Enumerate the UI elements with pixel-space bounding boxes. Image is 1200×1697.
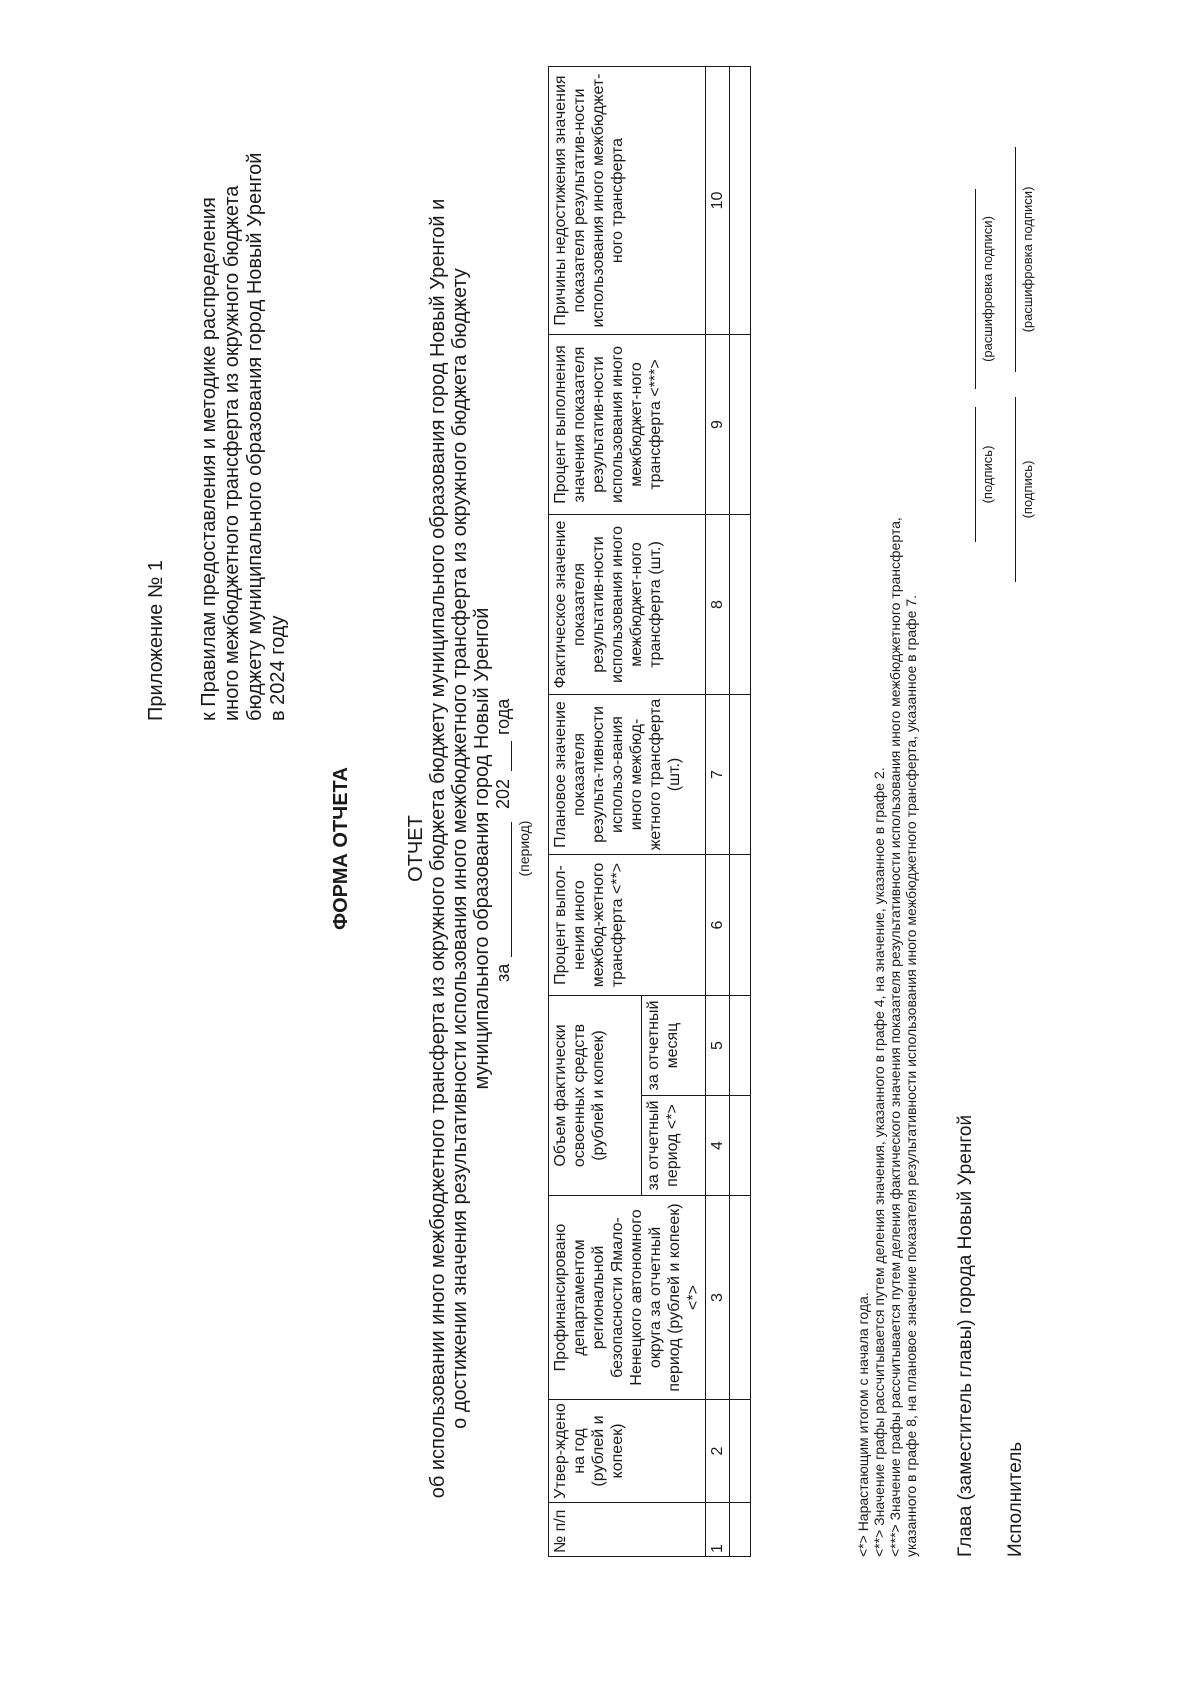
footnote: <**> Значение графы рассчитывается путем деления значения, указанного в графе 4, на значение, указанное в графе 2. [871, 767, 887, 1557]
head-signature-caption: (подпись) [980, 445, 995, 504]
header-num: № п/п [549, 1503, 706, 1557]
column-number: 8 [706, 515, 730, 695]
head-signer-label: Глава (заместитель главы) города Новый Уренгой [955, 1114, 976, 1557]
footnote: <*> Нарастающим итогом с начала года. [855, 1292, 871, 1557]
table-cell [730, 1196, 751, 1400]
executor-decoding-line [1015, 147, 1016, 372]
report-line: об использовании иного межбюджетного трансферта из окружного бюджета бюджету муниципального образования город Новый Уренгой и [427, 198, 449, 1499]
executor-signature-caption: (подпись) [1020, 460, 1035, 519]
table-cell [730, 855, 751, 996]
appendix-line: к Правилам предоставления и методике распределения [198, 197, 220, 721]
header-row [549, 67, 642, 1557]
footnotes [855, 57, 919, 1557]
executor-label: Исполнитель [1005, 1441, 1026, 1557]
table-cell [730, 695, 751, 855]
report-line: о достижении значения результативности использования иного межбюджетного трансферта из окружного бюджета бюджету [449, 268, 471, 1429]
executor-signature-line [1015, 397, 1016, 582]
executor-decoding-caption: (расшифровка подписи) [1020, 186, 1035, 333]
column-number: 2 [706, 1400, 730, 1503]
table-cell [730, 1400, 751, 1503]
column-number: 5 [706, 996, 730, 1096]
table-cell [730, 515, 751, 695]
header-financed: Профинансировано департаментом региональной безопасности Ямало-Ненецкого автономного округа за отчетный период (рублей и копеек) <*> [549, 1196, 706, 1400]
appendix-title: Приложение № 1 [145, 560, 167, 721]
appendix-line: бюджету муниципального образования город Новый Уренгой [244, 152, 266, 721]
appendix-line: в 2024 году [267, 615, 289, 721]
column-number: 7 [706, 695, 730, 855]
report-heading [405, 0, 493, 1697]
table-cell [730, 1503, 751, 1557]
column-numbers-row [706, 67, 730, 1557]
period-blank [511, 822, 512, 957]
header-volume-month: за отчетный месяц [641, 996, 705, 1096]
head-signature-line [975, 407, 976, 542]
header-volume: Объем фактически освоенных средств (рублей и копеек) [549, 996, 642, 1196]
table-cell [730, 335, 751, 515]
footnote: <***> Значение графы рассчитывается путем деления фактического значения показателя результативности использования иного межбюджетного трансферта, [887, 517, 903, 1557]
form-title: ФОРМА ОТЧЕТА [330, 767, 352, 930]
column-number: 9 [706, 335, 730, 515]
table-cell [730, 67, 751, 335]
head-decoding-caption: (расшифровка подписи) [980, 216, 995, 362]
header-volume-period: за отчетный период <*> [641, 1096, 705, 1196]
header-actual: Фактическое значение показателя результатив-ности использования иного межбюджет-ного трансферта (шт.) [549, 515, 706, 695]
column-number: 4 [706, 1096, 730, 1196]
table-cell [730, 996, 751, 1096]
period-prefix: за [493, 963, 513, 982]
report-table [548, 66, 751, 1557]
appendix-line: иного межбюджетного трансферта из окружного бюджета [221, 185, 243, 721]
column-number: 1 [706, 1503, 730, 1557]
year-prefix: 202 [493, 778, 513, 809]
header-approved: Утвер-ждено на год (рублей и копеек) [549, 1400, 706, 1503]
footnote: указанного в графе 8, на плановое значение показателя результативности использования иного межбюджетного трансферта, указанное в графе 7. [903, 595, 919, 1557]
header-percent-exec: Процент выпол-нения иного межбюд-жетного трансферта <**> [549, 855, 706, 996]
year-blank [511, 741, 512, 771]
table-cell [730, 1096, 751, 1196]
header-reasons: Причины недостижения значения показателя результатив-ности использования иного межбюджет-ного трансферта [549, 67, 706, 335]
period-caption: (период) [516, 820, 532, 877]
head-decoding-line [975, 189, 976, 389]
report-title: ОТЧЕТ [405, 815, 427, 882]
column-number: 6 [706, 855, 730, 996]
header-percent-value: Процент выполнения значения показателя результатив-ности использования иного межбюджет-ного трансферта <***> [549, 335, 706, 515]
table-row [730, 67, 751, 1557]
column-number: 3 [706, 1196, 730, 1400]
report-line: муниципального образования город Новый Уренгой [471, 607, 493, 1090]
year-suffix: года [493, 698, 513, 735]
column-number: 10 [706, 67, 730, 335]
appendix-block [145, 153, 290, 721]
header-planned: Плановое значение показателя результа-тивности использо-вания иного межбюд-жетного трансферта (шт.) [549, 695, 706, 855]
